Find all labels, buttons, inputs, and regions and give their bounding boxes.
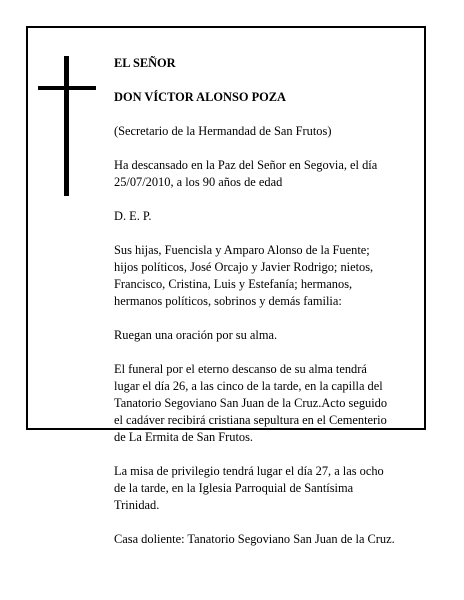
mourning-house: Casa doliente: Tanatorio Segoviano San Juan de la Cruz.	[114, 532, 395, 546]
prayer-request: Ruegan una oración por su alma.	[114, 328, 278, 342]
deceased-role: (Secretario de la Hermandad de San Frutos)	[114, 124, 332, 138]
family-list: Sus hijas, Fuencisla y Amparo Alonso de la Fuente; hijos políticos, José Orcajo y Javier Rodrigo; nietos, Francisco, Cristina, Luis y Estefanía; hermanos, hermanos políticos, sobrinos y demás familia:	[114, 243, 374, 308]
death-announcement: Ha descansado en la Paz del Señor en Segovia, el día 25/07/2010, a los 90 años de edad	[114, 158, 378, 189]
cross-vertical-bar	[64, 56, 69, 196]
cross-horizontal-bar	[38, 86, 96, 90]
funeral-details: El funeral por el eterno descanso de su alma tendrá lugar el día 26, a las cinco de la tarde, en la capilla del Tanatorio Segoviano San Juan de la Cruz.Acto seguido el cadáver recibirá cristiana sepultura en el Cementerio de La Ermita de San Frutos.	[114, 362, 388, 444]
obituary-title: EL SEÑOR	[114, 56, 176, 70]
obituary-text	[114, 38, 426, 565]
rip-line: D. E. P.	[114, 209, 152, 223]
mass-details: La misa de privilegio tendrá lugar el día 27, a las ocho de la tarde, en la Iglesia Parroquial de Santísima Trinidad.	[114, 464, 384, 512]
deceased-name: DON VÍCTOR ALONSO POZA	[114, 90, 287, 104]
